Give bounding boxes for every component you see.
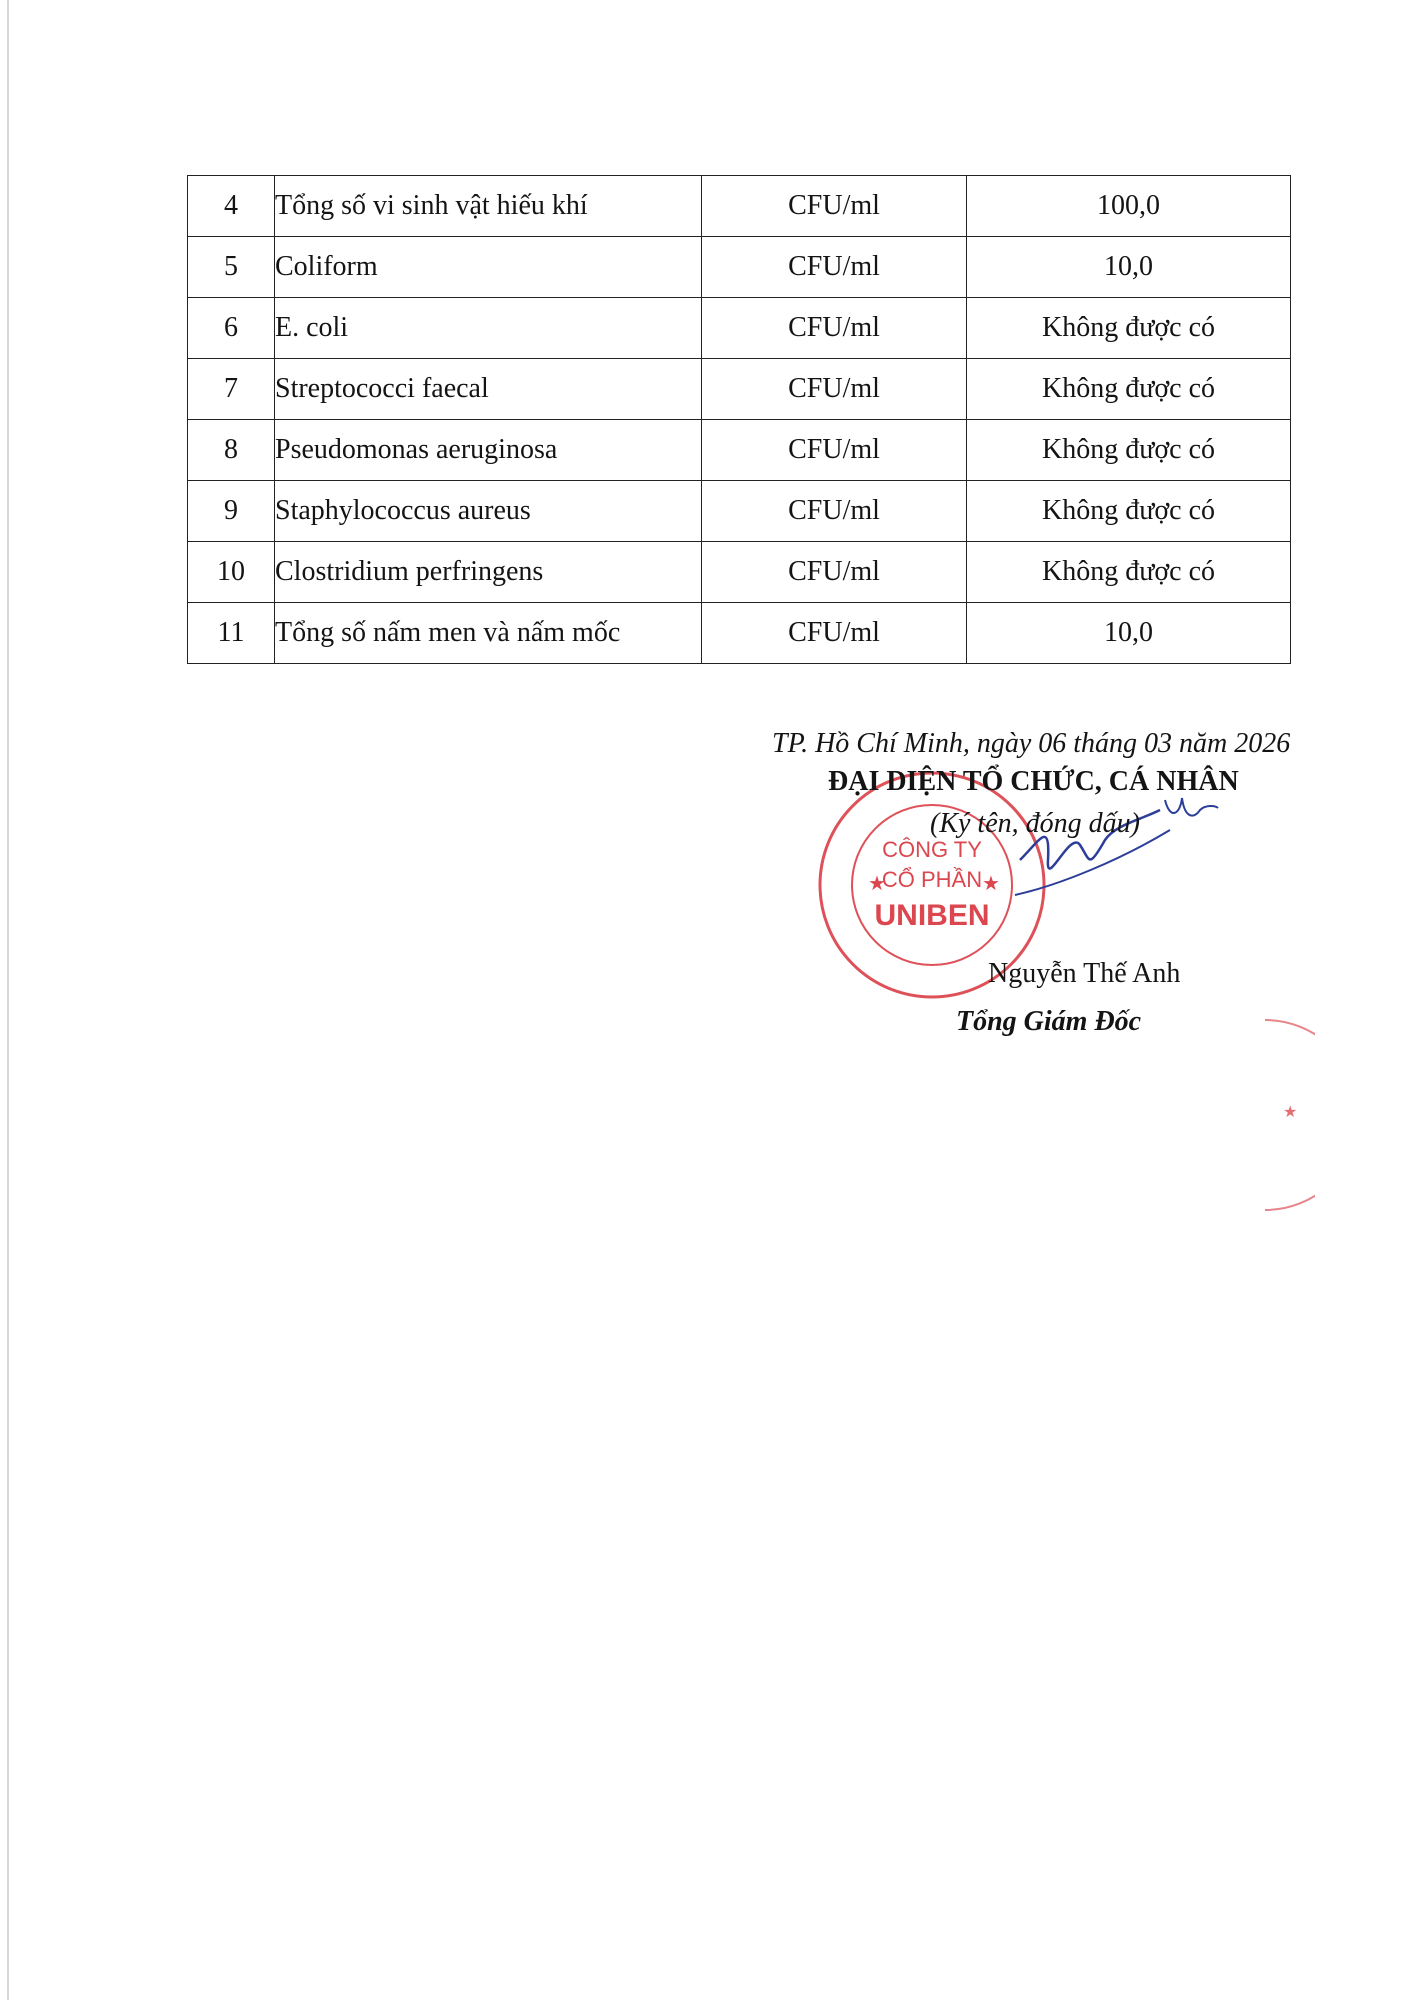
limit-value: Không được có bbox=[967, 542, 1291, 603]
table-row bbox=[188, 420, 1291, 481]
spec-table-body bbox=[188, 176, 1291, 664]
limit-value: 100,0 bbox=[967, 176, 1291, 237]
unit-cell: CFU/ml bbox=[702, 420, 967, 481]
signer-role: Tổng Giám Đốc bbox=[956, 1006, 1142, 1037]
criterion-name: Staphylococcus aureus bbox=[275, 481, 702, 542]
table-row bbox=[188, 298, 1291, 359]
row-number: 9 bbox=[188, 481, 275, 542]
table-row bbox=[188, 542, 1291, 603]
unit-cell: CFU/ml bbox=[702, 542, 967, 603]
stamp-line2: CỔ PHẦN bbox=[881, 867, 983, 892]
signer-name: Nguyễn Thế Anh bbox=[988, 958, 1181, 989]
page-edge-line bbox=[7, 0, 9, 2000]
table-row bbox=[188, 481, 1291, 542]
place-date: TP. Hồ Chí Minh, ngày 06 tháng 03 năm 2026 bbox=[772, 728, 1291, 759]
limit-value: 10,0 bbox=[967, 237, 1291, 298]
sign-note: (Ký tên, đóng dấu) bbox=[930, 808, 1140, 839]
criterion-name: E. coli bbox=[275, 298, 702, 359]
criterion-name: Pseudomonas aeruginosa bbox=[275, 420, 702, 481]
limit-value: Không được có bbox=[967, 481, 1291, 542]
row-number: 5 bbox=[188, 237, 275, 298]
unit-cell: CFU/ml bbox=[702, 298, 967, 359]
row-number: 4 bbox=[188, 176, 275, 237]
criterion-name: Tổng số vi sinh vật hiếu khí bbox=[275, 176, 702, 237]
limit-value: Không được có bbox=[967, 359, 1291, 420]
row-number: 8 bbox=[188, 420, 275, 481]
svg-text:★: ★ bbox=[1283, 1102, 1298, 1121]
table-row bbox=[188, 359, 1291, 420]
limit-value: Không được có bbox=[967, 298, 1291, 359]
svg-text:★: ★ bbox=[982, 871, 1000, 895]
criterion-name: Coliform bbox=[275, 237, 702, 298]
unit-cell: CFU/ml bbox=[702, 237, 967, 298]
row-number: 10 bbox=[188, 542, 275, 603]
unit-cell: CFU/ml bbox=[702, 481, 967, 542]
row-number: 7 bbox=[188, 359, 275, 420]
unit-cell: CFU/ml bbox=[702, 176, 967, 237]
representative-title: ĐẠI DIỆN TỔ CHỨC, CÁ NHÂN bbox=[828, 766, 1239, 797]
criterion-name: Tổng số nấm men và nấm mốc bbox=[275, 603, 702, 664]
limit-value: Không được có bbox=[967, 420, 1291, 481]
table-row bbox=[188, 176, 1291, 237]
unit-cell: CFU/ml bbox=[702, 603, 967, 664]
stamp-line3: UNIBEN bbox=[874, 899, 990, 932]
partial-stamp bbox=[1255, 1015, 1315, 1215]
unit-cell: CFU/ml bbox=[702, 359, 967, 420]
stamp-line1: CÔNG TY bbox=[882, 837, 982, 862]
table-row bbox=[188, 237, 1291, 298]
table-row bbox=[188, 603, 1291, 664]
criterion-name: Streptococci faecal bbox=[275, 359, 702, 420]
svg-text:★: ★ bbox=[868, 871, 886, 895]
limit-value: 10,0 bbox=[967, 603, 1291, 664]
row-number: 6 bbox=[188, 298, 275, 359]
criterion-name: Clostridium perfringens bbox=[275, 542, 702, 603]
row-number: 11 bbox=[188, 603, 275, 664]
spec-table bbox=[187, 175, 1291, 664]
